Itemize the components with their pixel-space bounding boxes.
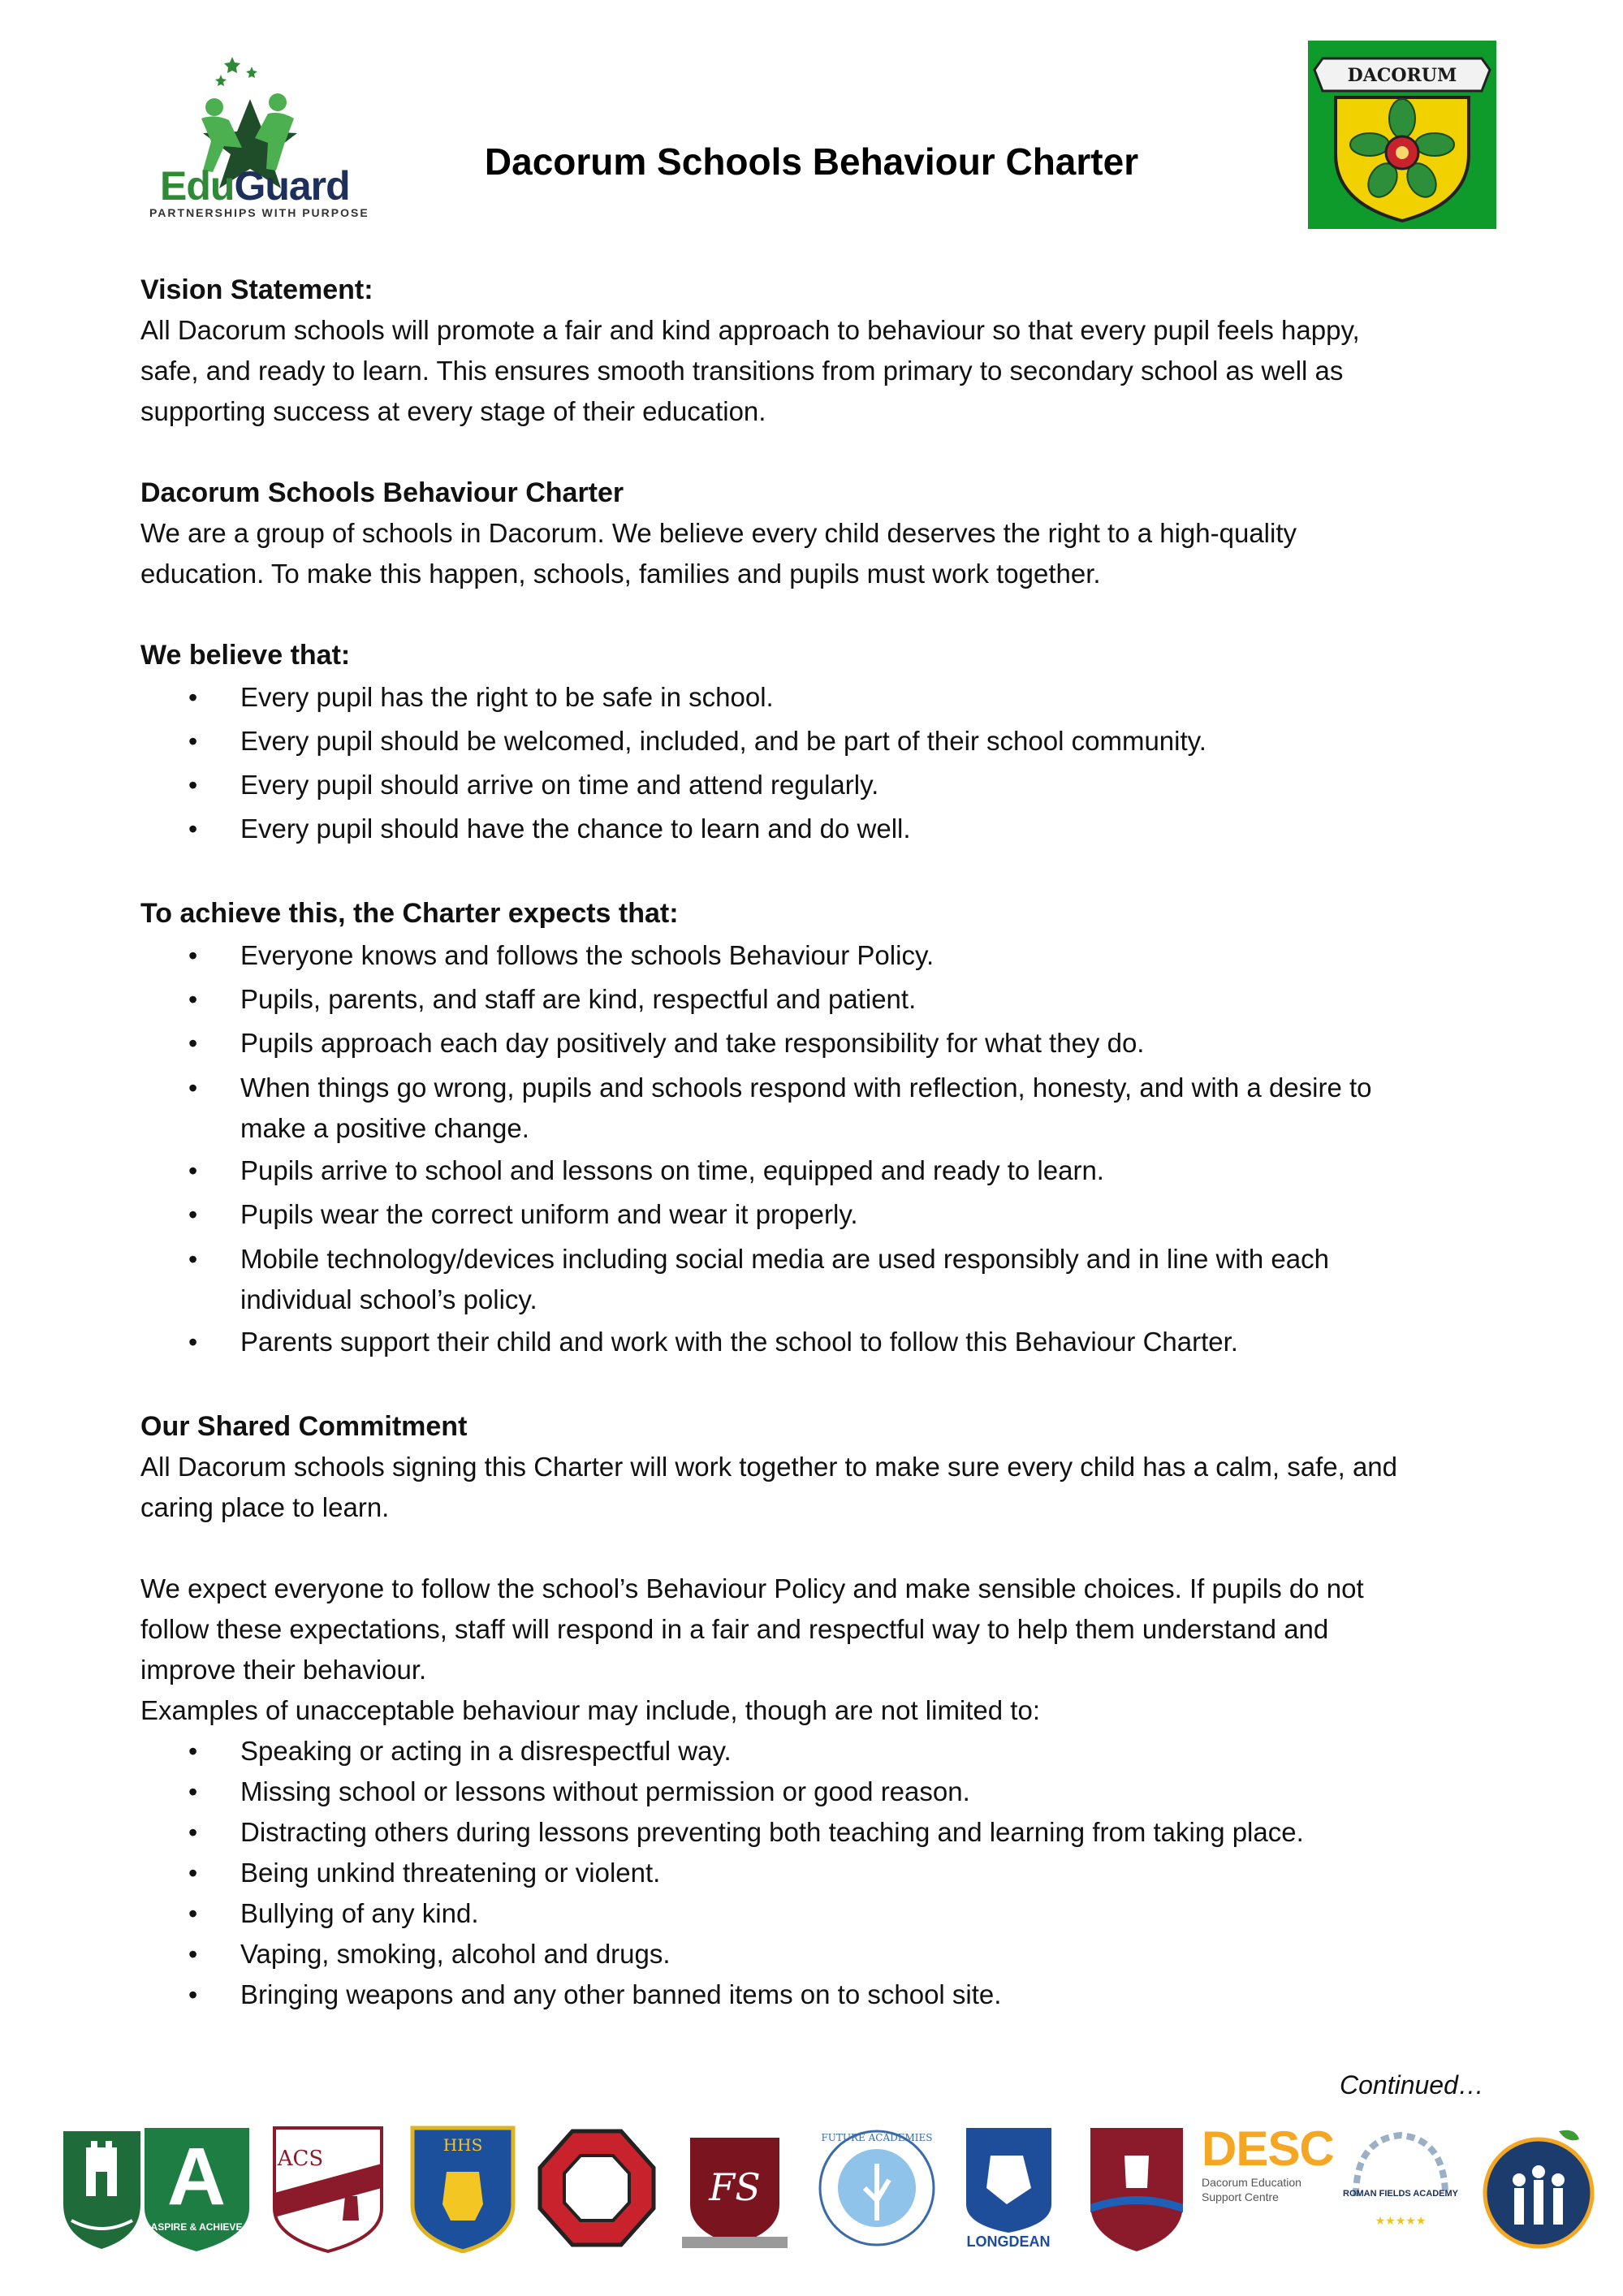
acs-stag-logo xyxy=(268,2123,388,2253)
commitment-line: caring place to learn. xyxy=(140,1492,390,1522)
future-academies-text: FUTURE ACADEMIES xyxy=(821,2132,933,2143)
list-item: • Every pupil should be welcomed, included, and be part of their school community. xyxy=(140,719,1504,763)
longdean-logo xyxy=(958,2123,1060,2253)
commitment-line: improve their behaviour. xyxy=(140,1655,427,1685)
believe-heading: We believe that: xyxy=(140,640,351,671)
commitment-line: We expect everyone to follow the school’s Behaviour Policy and make sensible choices. If pupils do not xyxy=(140,1573,1364,1603)
list-item-line: make a positive change. xyxy=(240,1113,529,1143)
list-item: • Pupils, parents, and staff are kind, respectful and patient. xyxy=(140,978,1504,1021)
desc-subtitle: Dacorum Education Support Centre xyxy=(1202,2176,1301,2203)
list-item: • Everyone knows and follows the schools Behaviour Policy. xyxy=(140,934,1504,978)
list-item: • Every pupil has the right to be safe in school. xyxy=(140,675,1504,719)
list-item: • Parents support their child and work with the school to follow this Behaviour Charter. xyxy=(140,1320,1504,1364)
list-item-line: When things go wrong, pupils and schools respond with reflection, honesty, and with a desire to xyxy=(240,1072,1372,1103)
charter-line: education. To make this happen, schools, families and pupils must work together. xyxy=(140,559,1101,589)
continued-note: Continued… xyxy=(1340,2070,1484,2100)
list-item: • Pupils wear the correct uniform and wear it properly. xyxy=(140,1193,1504,1236)
list-item: • Pupils approach each day positively and take responsibility for what they do. xyxy=(140,1021,1504,1065)
aspire-achieve-logo xyxy=(138,2123,256,2253)
eduguard-tagline: PARTNERSHIPS WITH PURPOSE xyxy=(149,206,369,219)
list-item-line: Mobile technology/devices including social media are used responsibly and in line with each xyxy=(240,1244,1329,1274)
hhs-letters: HHS xyxy=(442,2135,483,2155)
list-item: • Pupils arrive to school and lessons on time, equipped and ready to learn. xyxy=(140,1149,1504,1193)
expects-heading: To achieve this, the Charter expects that: xyxy=(140,898,679,929)
list-item: • Bullying of any kind. xyxy=(140,1893,1504,1934)
list-item xyxy=(140,1239,1504,1320)
charter-heading: Dacorum Schools Behaviour Charter xyxy=(140,477,624,508)
commitment-line: All Dacorum schools signing this Charter will work together to make sure every child has a calm, safe, and xyxy=(140,1452,1398,1482)
acs-letters: ACS xyxy=(277,2147,324,2171)
expects-list xyxy=(140,934,1504,1364)
list-item: • Distracting others during lessons preventing both teaching and learning from taking place. xyxy=(140,1812,1504,1853)
vision-line: supporting success at every stage of their education. xyxy=(140,396,766,426)
dacorum-crest-logo xyxy=(1308,41,1496,229)
charter-content xyxy=(140,270,1504,2015)
commitment-line: Examples of unacceptable behaviour may include, though are not limited to: xyxy=(140,1695,1040,1725)
list-item xyxy=(140,1068,1504,1149)
eduguard-wordmark: EduGuard xyxy=(160,163,350,209)
red-shield-logo xyxy=(536,2123,658,2253)
list-item: • Missing school or lessons without permission or good reason. xyxy=(140,1772,1504,1812)
future-academies-logo xyxy=(816,2123,938,2253)
page-title: Dacorum Schools Behaviour Charter xyxy=(484,140,1139,183)
aspire-letter: A xyxy=(166,2131,227,2222)
hhs-stag-logo xyxy=(406,2123,520,2253)
vision-line: All Dacorum schools will promote a fair and kind approach to behaviour so that every pupil feels happy, xyxy=(140,315,1360,345)
desc-wordmark: DESC xyxy=(1202,2121,1334,2176)
roman-fields-logo xyxy=(1340,2123,1461,2253)
hands-circle-logo xyxy=(1478,2123,1599,2253)
list-item: • Vaping, smoking, alcohol and drugs. xyxy=(140,1934,1504,1974)
list-item: • Speaking or acting in a disrespectful way. xyxy=(140,1731,1504,1772)
commitment-line: follow these expectations, staff will respond in a fair and respectful way to help them understand and xyxy=(140,1614,1329,1644)
unacceptable-list xyxy=(140,1731,1504,2015)
desc-logo xyxy=(1202,2123,1332,2253)
aspire-caption: ASPIRE & ACHIEVE xyxy=(150,2221,243,2233)
list-item: • Bringing weapons and any other banned items on to school site. xyxy=(140,1974,1504,2015)
deer-shield-logo xyxy=(1084,2123,1189,2253)
charter-line: We are a group of schools in Dacorum. We believe every child deserves the right to a high-quality xyxy=(140,518,1297,548)
vision-line: safe, and ready to learn. This ensures smooth transitions from primary to secondary school as well as xyxy=(140,356,1344,386)
fs-crest-logo xyxy=(674,2123,796,2253)
believe-list xyxy=(140,675,1504,851)
vision-heading: Vision Statement: xyxy=(140,274,373,305)
fs-letters: FS xyxy=(709,2165,761,2209)
list-item-line: individual school’s policy. xyxy=(240,1284,537,1314)
list-item: • Being unkind threatening or violent. xyxy=(140,1853,1504,1893)
castle-crest-logo xyxy=(55,2123,149,2253)
list-item: • Every pupil should arrive on time and attend regularly. xyxy=(140,763,1504,807)
longdean-text: LONGDEAN xyxy=(966,2233,1051,2250)
list-item: • Every pupil should have the chance to learn and do well. xyxy=(140,807,1504,851)
stars-icon: ★★★★★ xyxy=(1375,2215,1427,2228)
roman-fields-text: ROMAN FIELDS ACADEMY xyxy=(1343,2189,1458,2199)
commitment-heading: Our Shared Commitment xyxy=(140,1411,468,1442)
dacorum-banner-text: DACORUM xyxy=(1347,65,1457,86)
